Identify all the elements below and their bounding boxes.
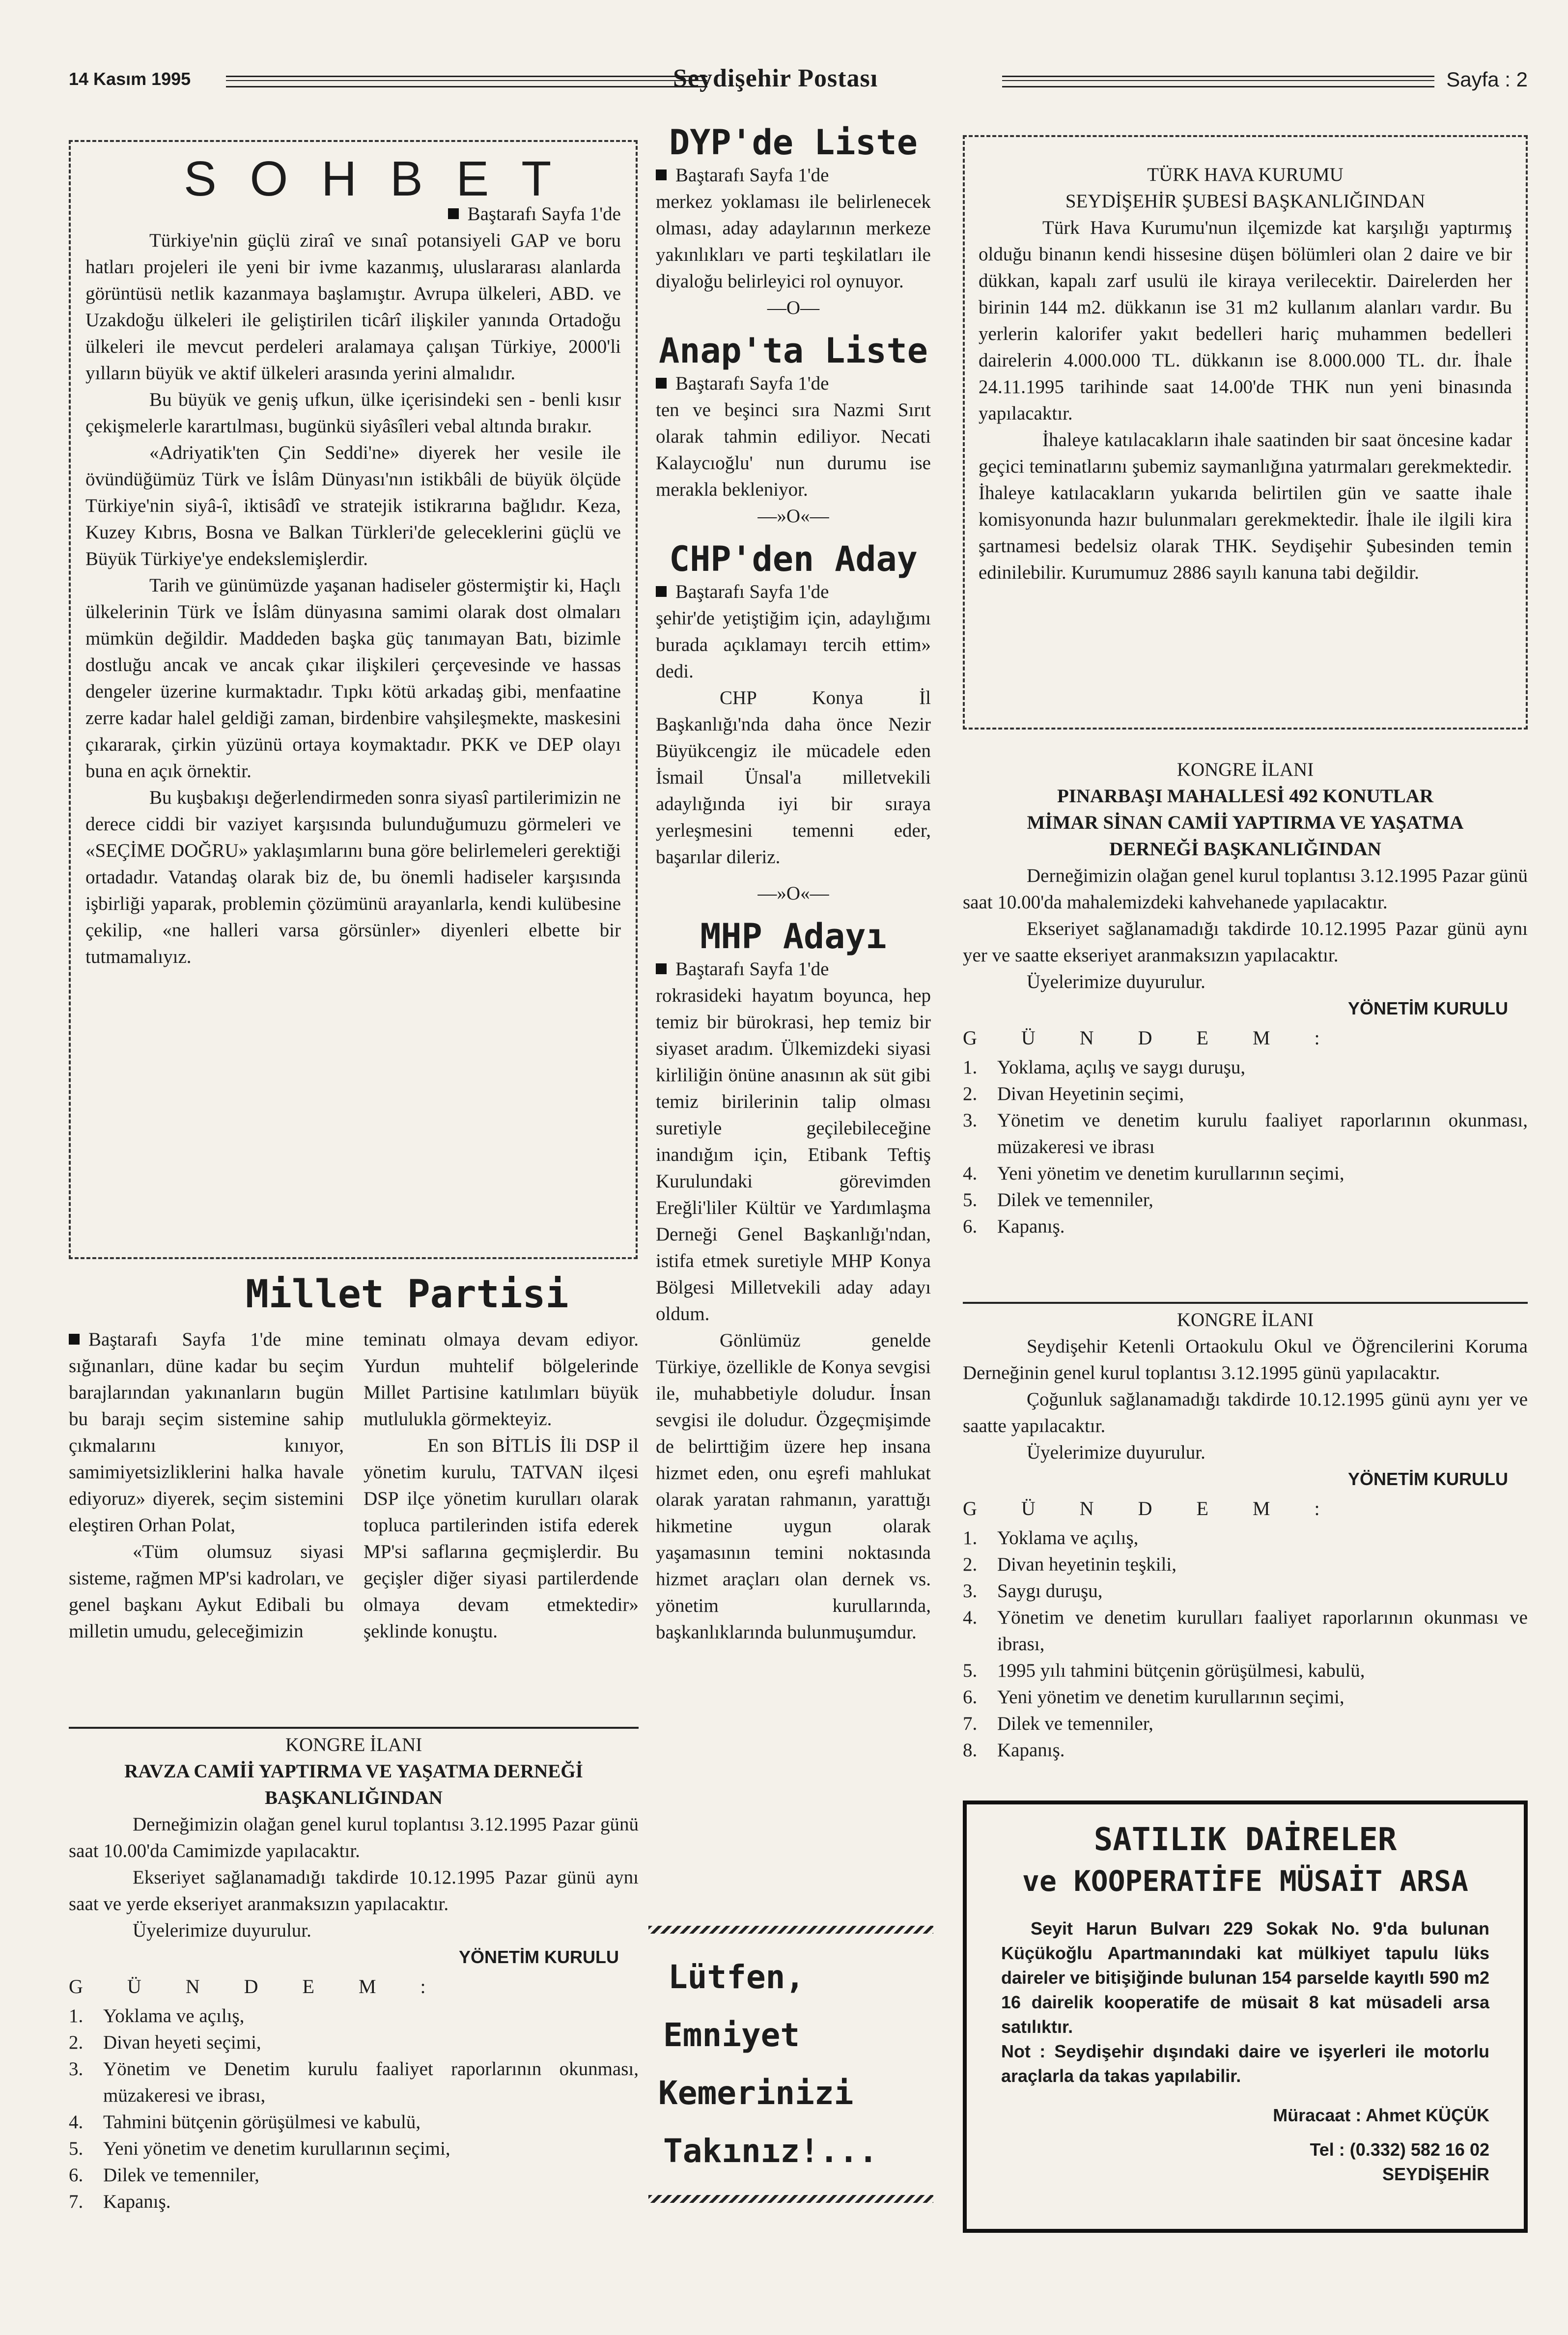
list-item	[963, 1187, 1528, 1213]
kongre-heading: KONGRE İLANI	[1176, 1309, 1314, 1330]
kongre-text: Ekseriyet sağlanamadığı takdirde 10.12.1995 Pazar günü aynı yer ve saatte ekseriyet aranmaksızın yapılacaktır.	[963, 918, 1528, 966]
separator: —»O«—	[757, 506, 829, 527]
list-item	[963, 1737, 1528, 1764]
item-text: Dilek ve temenniler,	[103, 2165, 259, 2186]
chp-text: CHP Konya İl Başkanlığı'nda daha önce Nezir Büyükcengiz ile mücadele eden İsmail Ünsal'a milletvekili adaylığında iyi bir sıraya yerleşmesini temenni eder, başarılar dileriz.	[656, 687, 931, 868]
item-text: Yönetim ve denetim kurulları faaliyet raporlarının okunması ve ibrası,	[997, 1607, 1528, 1655]
item-text: Tahmini bütçenin görüşülmesi ve kabulü,	[103, 2111, 421, 2133]
dyp-headline: DYP'de Liste	[669, 122, 918, 163]
item-text: Yoklama ve açılış,	[103, 2005, 245, 2026]
list-item	[963, 1081, 1528, 1107]
item-number: 6.	[963, 1216, 978, 1237]
kongre-text: Seydişehir Ketenli Ortaokulu Okul ve Öğrencilerini Koruma Derneğinin genel kurul toplantısı 3.12.1995 günü yapılacaktır.	[963, 1336, 1528, 1383]
list-item	[963, 1658, 1528, 1684]
list-item	[963, 1578, 1528, 1604]
page-number: Sayfa : 2	[1446, 68, 1528, 91]
thk-heading: SEYDİŞEHİR ŞUBESİ BAŞKANLIĞINDAN	[1065, 191, 1426, 212]
separator: —O—	[767, 297, 820, 318]
signature: YÖNETİM KURULU	[1348, 1469, 1508, 1489]
gundem-title: G Ü N D E M :	[963, 1027, 1340, 1049]
kongre-heading: PINARBAŞI MAHALLESİ 492 KONUTLAR	[1057, 786, 1434, 807]
list-item	[963, 1711, 1528, 1737]
item-number: 1.	[963, 1527, 978, 1548]
gundem-title: G Ü N D E M :	[963, 1497, 1340, 1519]
item-text: Dilek ve temenniler,	[997, 1713, 1153, 1734]
item-text: Kapanış.	[997, 1216, 1065, 1237]
item-number: 4.	[69, 2111, 84, 2133]
list-item	[69, 2136, 639, 2162]
wavy-border	[648, 1926, 933, 1934]
notice-line: Kemerinizi	[658, 2074, 854, 2112]
masthead-rule-right	[1002, 76, 1434, 87]
item-number: 5.	[963, 1189, 978, 1210]
kongre-text: Üyelerimize duyurulur.	[1027, 1442, 1205, 1463]
sohbet-title: S O H B E T	[184, 151, 561, 206]
kongre-text: Üyelerimize duyurulur.	[1027, 971, 1205, 992]
millet-text: En son BİTLİS İli DSP il yönetim kurulu, TATVAN ilçesi DSP ilçe yönetim kurulları olarak topluca partilerinden istifa ederek MP'si saflarına geçmişlerdir. Bu geçişler diğer siyasi partilerdende olmaya devam etmektedir» şeklinde konuştu.	[364, 1435, 639, 1642]
thk-text: İhaleye katılacakların ihale saatinden bir saat öncesine kadar geçici teminatlarını şubemiz saymanlığına yatırmaları gerekmektedir. İhaleye katılacakların yukarıda belirtilen gün ve saatte ihale komisyonunda hazır bulunmaları gerekmektedir. İhale ile ilgili kira şartnamesi bedelsiz olarak THK. Seydişehir Şubesinden temin edinilebilir. Kurumumuz 2886 sayılı kanuna tabi değildir.	[979, 429, 1512, 583]
item-number: 5.	[69, 2138, 84, 2159]
millet-col-2	[364, 1326, 639, 1645]
sohbet-paragraph: «Adriyatik'ten Çin Seddi'ne» diyerek her vesile ile övündüğümüz Türk ve İslâm Dünyası'nın istikbâli de büyük ölçüde Türkiye'nin siyâ-î, iktisâdî ve stratejik istikrarına bağlıdır. Keza, Kuzey Kıbrıs, Bosna ve Balkan Türkleri'de geleceklerini güçlü ve Büyük Türkiye'ye endekslemişlerdir.	[85, 442, 621, 569]
item-number: 3.	[69, 2058, 84, 2080]
list-item	[963, 1054, 1528, 1081]
chp-headline: CHP'den Aday	[669, 539, 918, 579]
item-number: 3.	[963, 1580, 978, 1602]
item-text: Yeni yönetim ve denetim kurullarının seçimi,	[997, 1687, 1344, 1708]
millet-headline: Millet Partisi	[246, 1272, 569, 1317]
continued-label: Baştarafı Sayfa 1'de	[675, 373, 829, 394]
ad-note: Not : Seydişehir dışındaki daire ve işyerleri ile motorlu araçlarla da takas yapılabilir.	[1001, 2041, 1489, 2086]
bullet-icon	[656, 586, 667, 597]
kongre-heading: KONGRE İLANI	[1176, 759, 1314, 780]
millet-col-1	[69, 1326, 344, 1645]
list-item	[963, 1213, 1528, 1240]
mhp-text: rokrasideki hayatım boyunca, hep temiz bir bürokrasi, hep temiz bir siyaset aradım. Ülkemizdeki siyasi kirliliğin önüne anasının ak süt gibi temiz birilerinin talip olması suretiyle geçilebileceğine inandığım için, Etibank Teftiş Kurulundaki görevimden Ereğli'liler Kültür ve Yardımlaşma Derneği Genel Başkanlığı'ndan, istifa etmek suretiyle MHP Konya Bölgesi Milletvekili aday adayı oldum.	[656, 985, 931, 1324]
mhp-headline: MHP Adayı	[700, 916, 887, 957]
continued-label: Baştarafı Sayfa 1'de	[467, 203, 621, 225]
thk-heading: TÜRK HAVA KURUMU	[1147, 164, 1344, 185]
kongre-text: Derneğimizin olağan genel kurul toplantısı 3.12.1995 Pazar günü saat 10.00'da Camimizde yapılacaktır.	[69, 1814, 639, 1861]
kongre-ravza	[69, 1732, 639, 2215]
item-text: Yönetim ve denetim kurulu faaliyet raporlarının okunması, müzakeresi ve ibrası	[997, 1110, 1528, 1157]
item-text: Divan Heyetinin seçimi,	[997, 1083, 1184, 1104]
signature: YÖNETİM KURULU	[459, 1947, 619, 1967]
continued-label: Baştarafı Sayfa 1'de	[675, 581, 829, 602]
kongre-text: Derneğimizin olağan genel kurul toplantısı 3.12.1995 Pazar günü saat 10.00'da mahalemizdeki kahvehanede yapılacaktır.	[963, 865, 1528, 913]
dyp-text: merkez yoklaması ile belirlenecek olması, aday adaylarının merkeze yakınlıkları ve parti teşkilatları ile diyaloğu belirleyici rol oynuyor.	[656, 191, 931, 292]
item-text: Divan heyeti seçimi,	[103, 2032, 261, 2053]
list-item	[963, 1551, 1528, 1578]
gundem-list	[963, 1054, 1528, 1240]
item-text: Yeni yönetim ve denetim kurullarının seçimi,	[997, 1163, 1344, 1184]
item-text: Saygı duruşu,	[997, 1580, 1103, 1602]
kongre-heading: BAŞKANLIĞINDAN	[265, 1787, 443, 1808]
millet-text: Baştarafı Sayfa 1'de mine sığınanları, düne kadar bu seçim barajlarından yakınanların bugün bu barajı seçim sistemine sahip çıkmalarını kınıyor, samimiyetsizliklerini halka havale ediyoruz» diyerek, seçim sistemini eleştiren Orhan Polat,	[69, 1329, 344, 1536]
issue-date: 14 Kasım 1995	[69, 69, 191, 89]
anap-text: ten ve beşinci sıra Nazmi Sırıt olarak tahmin ediliyor. Necati Kalaycıoğlu' nun durumu ise merakla bekleniyor.	[656, 399, 931, 500]
item-number: 1.	[69, 2005, 84, 2026]
gundem-list	[69, 2003, 639, 2215]
bullet-icon	[656, 963, 667, 974]
bullet-icon	[69, 1334, 80, 1345]
item-number: 7.	[69, 2191, 84, 2212]
list-item	[69, 2029, 639, 2056]
dyp-body	[656, 162, 931, 321]
kongre-text: Çoğunluk sağlanamadığı takdirde 10.12.1995 günü aynı yer ve saatte yapılacaktır.	[963, 1389, 1528, 1436]
anap-body	[656, 370, 931, 530]
real-estate-ad	[963, 1800, 1528, 2233]
notice-line: Takınız!...	[663, 2132, 878, 2170]
list-item	[69, 2003, 639, 2029]
ad-phone: Tel : (0.332) 582 16 02	[1310, 2139, 1489, 2160]
gundem-list	[963, 1525, 1528, 1764]
bullet-icon	[656, 378, 667, 389]
list-item	[69, 2162, 639, 2189]
sohbet-body	[85, 227, 621, 970]
kongre-heading: DERNEĞİ BAŞKANLIĞINDAN	[1109, 839, 1381, 860]
sohbet-paragraph: Tarih ve günümüzde yaşanan hadiseler göstermiştir ki, Haçlı ülkelerinin Türk ve İslâm dünyasına samimi olarak dost olmaları mümkün değildir. Maddeden başka güç tanımayan Batı, bizimle dostluğu ancak ve ancak çıkar ilişkileri çerçevesinde ve hassas dengeler üzerine kurmaktadır. Tıpkı kötü arkadaş gibi, menfaatine zerre kadar halel geldiği zaman, birdenbire vahşileşmekte, maskesini çıkararak, çirkin yüzünü ortaya koymaktadır. PKK ve DEP olayı buna en açık örnektir.	[85, 575, 621, 782]
list-item	[963, 1107, 1528, 1160]
notice-line: Lütfen,	[668, 1958, 805, 1996]
item-number: 2.	[963, 1083, 978, 1104]
notice-line: Emniyet	[663, 2016, 800, 2054]
masthead	[69, 64, 1528, 98]
middle-column	[656, 123, 931, 1646]
ad-contact: Müracaat : Ahmet KÜÇÜK	[1273, 2105, 1489, 2125]
item-text: Yoklama ve açılış,	[997, 1527, 1139, 1548]
item-number: 4.	[963, 1163, 978, 1184]
chp-body	[656, 579, 931, 907]
bullet-icon	[448, 208, 459, 219]
list-item	[69, 2189, 639, 2215]
sohbet-paragraph: Türkiye'nin güçlü ziraî ve sınaî potansiyeli GAP ve boru hatları projeleri ile yeni bir ivme kazanmış, uluslararası alanlarda görüntüsü netlik kazanmaya başlamıştır. Avrupa ülkeleri, ABD. ve Uzakdoğu ülkeleri ile geliştirilen ticârî ilişkiler yanında Ortadoğu ülkeleri ile mevcut perdeleri aralamaya çalışan Türkiye, 2000'li yılların büyük ve aktif ülkeleri arasında yerini almalıdır.	[85, 230, 621, 384]
item-text: Dilek ve temenniler,	[997, 1189, 1153, 1210]
item-number: 8.	[963, 1740, 978, 1761]
list-item	[963, 1684, 1528, 1711]
separator: —»O«—	[757, 883, 829, 904]
list-item	[963, 1160, 1528, 1187]
item-number: 2.	[963, 1554, 978, 1575]
thk-box	[963, 135, 1528, 730]
item-number: 4.	[963, 1607, 978, 1628]
wavy-border	[648, 2195, 933, 2203]
signature: YÖNETİM KURULU	[1348, 998, 1508, 1018]
millet-partisi-article	[69, 1272, 639, 1645]
list-item	[69, 2056, 639, 2109]
item-text: Yeni yönetim ve denetim kurullarının seçimi,	[103, 2138, 450, 2159]
item-number: 6.	[69, 2165, 84, 2186]
newspaper-title: Seydişehir Postası	[673, 64, 878, 92]
anap-headline: Anap'ta Liste	[659, 331, 928, 371]
kongre-ketenli	[963, 1307, 1528, 1764]
list-item	[963, 1525, 1528, 1551]
list-item	[69, 2109, 639, 2136]
continued-label: Baştarafı Sayfa 1'de	[675, 958, 829, 980]
ad-title: SATILIK DAİRELER	[1093, 1822, 1397, 1858]
item-text: Kapanış.	[103, 2191, 171, 2212]
item-text: Kapanış.	[997, 1740, 1065, 1761]
continued-label: Baştarafı Sayfa 1'de	[675, 165, 829, 186]
item-number: 1.	[963, 1057, 978, 1078]
bullet-icon	[656, 169, 667, 180]
kongre-text: Üyelerimize duyurulur.	[133, 1920, 311, 1941]
item-number: 5.	[963, 1660, 978, 1681]
mhp-text: Gönlümüz genelde Türkiye, özellikle de Konya sevgisi ile, muhabbetiyle doludur. İnsan sevgisi ile doludur. Özgeçmişimde de belirttiğim üzere hep insana hizmet eden, onu eşrefi mahlukat olarak yaratan rahmanın, yarattığı hikmetine uygun olarak yaşamasının temini noktasında hizmet araçları olan dernek vs. yönetim kurullarında, başkanlıklarında bulunmuşumdur.	[656, 1330, 931, 1643]
thk-text: Türk Hava Kurumu'nun ilçemizde kat karşılığı yaptırmış olduğu binanın kendi hissesine düşen bölümleri olan 2 daire ve bir dükkan, kapalı zarf usulü ile kiraya verilecektir. Dairelerden her birinin 144 m2. dükkanın ise 31 m2 kullanım alanları vardır. Bu yerlerin kalorifer yakıt bedelleri hariç muhammen bedelleri dairelerin 4.000.000 TL. dükkanın ise 8.000.000 TL. dır. İhale 24.11.1995 tarihinde saat 14.00'de THK nun yeni binasında yapılacaktır.	[979, 217, 1512, 424]
mhp-body	[656, 956, 931, 1646]
kongre-text: Ekseriyet sağlanamadığı takdirde 10.12.1995 Pazar günü aynı saat ve yerde ekseriyet aranmaksızın yapılacaktır.	[69, 1867, 639, 1914]
chp-text: şehir'de yetiştiğim için, adaylığımı burada açıklamayı tercih ettim» dedi.	[656, 608, 931, 682]
sohbet-paragraph: Bu kuşbakışı değerlendirmeden sonra siyasî partilerimizin ne derece ciddi bir vaziyet karşısında bulunduğumuzu görmeleri ve «SEÇİME DOĞRU» yaklaşımlarını buna göre belirlemeleri gerektiği ortadadır. Vatandaş olarak biz de, bu önemli hadiseler karşısında işbirliği yaparak, problemin çözümünü arayanlarla, kendi kulübesine çekilip, «ne halleri varsa görsünler» diyenleri elbette bir tutmamalıyız.	[85, 787, 621, 967]
divider	[963, 1302, 1528, 1304]
divider	[69, 1727, 639, 1729]
item-number: 3.	[963, 1110, 978, 1131]
masthead-rule-left	[226, 76, 707, 87]
ad-title: ve KOOPERATİFE MÜSAİT ARSA	[1022, 1864, 1468, 1898]
item-number: 6.	[963, 1687, 978, 1708]
kongre-heading: MİMAR SİNAN CAMİİ YAPTIRMA VE YAŞATMA	[1027, 812, 1464, 833]
item-text: 1995 yılı tahmini bütçenin görüşülmesi, kabulü,	[997, 1660, 1365, 1681]
ad-city: SEYDİŞEHİR	[1382, 2164, 1489, 2184]
sohbet-paragraph: Bu büyük ve geniş ufkun, ülke içerisindeki sen - benli kısır çekişmelerle karartılması, bugünkü siyâsîleri vebal altında bırakır.	[85, 389, 621, 437]
item-number: 7.	[963, 1713, 978, 1734]
item-text: Yönetim ve Denetim kurulu faaliyet raporlarının okunması, müzakeresi ve ibrası,	[103, 2058, 639, 2106]
sohbet-box	[69, 140, 638, 1259]
millet-text: teminatı olmaya devam ediyor. Yurdun muhtelif bölgelerinde Millet Partisine katılımları büyük mutlulukla görmekteyiz.	[364, 1329, 639, 1430]
list-item	[963, 1604, 1528, 1658]
item-text: Divan heyetinin teşkili,	[997, 1554, 1177, 1575]
item-text: Yoklama, açılış ve saygı duruşu,	[997, 1057, 1246, 1078]
seatbelt-notice	[648, 1926, 933, 2230]
gundem-title: G Ü N D E M :	[69, 1975, 446, 1997]
kongre-pinarbasi	[963, 757, 1528, 1240]
kongre-heading: RAVZA CAMİİ YAPTIRMA VE YAŞATMA DERNEĞİ	[124, 1761, 583, 1782]
millet-text: «Tüm olumsuz siyasi sisteme, rağmen MP'si kadroları, ve genel başkanı Aykut Edibali bu milletin umudu, geleceğimizin	[69, 1541, 344, 1642]
kongre-heading: KONGRE İLANI	[285, 1734, 422, 1755]
item-number: 2.	[69, 2032, 84, 2053]
ad-body: Seyit Harun Bulvarı 229 Sokak No. 9'da bulunan Küçükoğlu Apartmanındaki kat mülkiyet tapulu lüks daireler ve bitişiğinde bulunan 154 parselde kayıtlı 590 m2 16 dairelik kooperatife de müsait 8 kat müsadeli arsa satılıktır.	[1001, 1918, 1489, 2037]
